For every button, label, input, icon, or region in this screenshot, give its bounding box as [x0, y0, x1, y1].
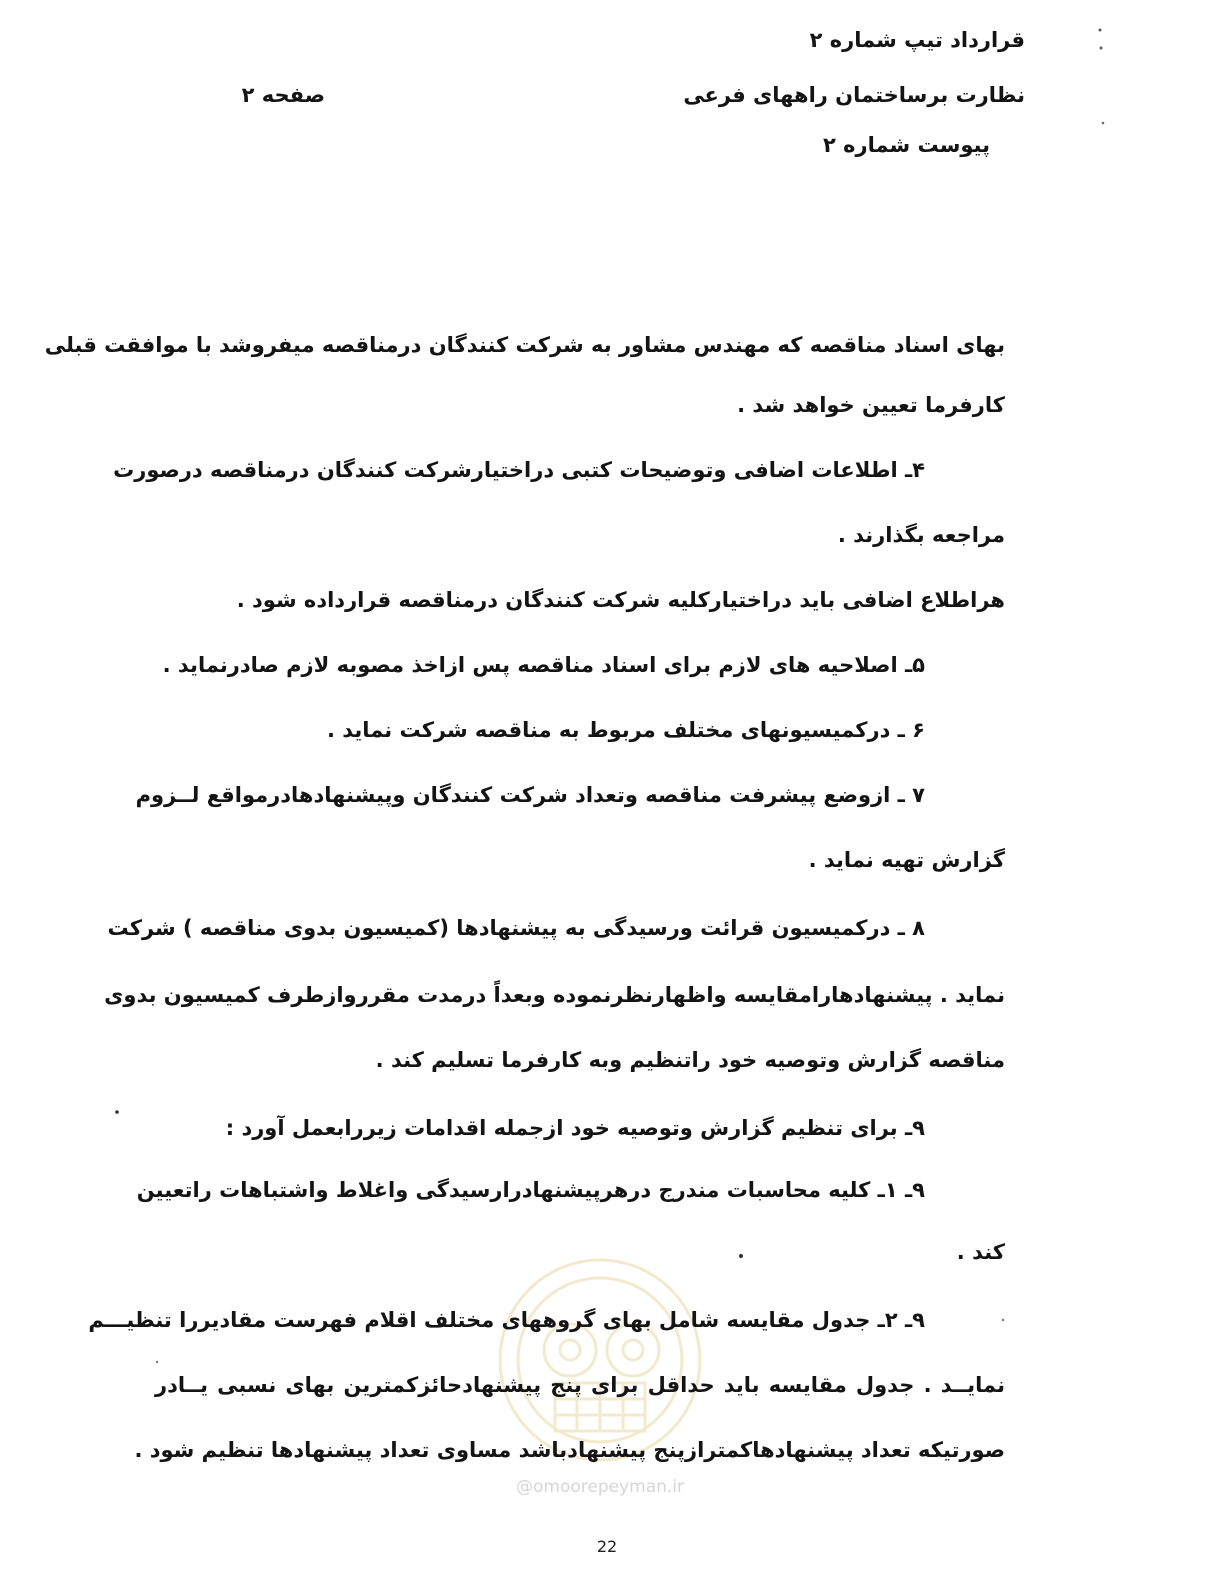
body-line: گزارش تهیه نماید . — [808, 848, 1005, 872]
body-line: صورتیکه تعداد پیشنهادهاکمترازپنج پیشنهادباشد مساوی تعداد پیشنهادها تنظیم شود . — [134, 1438, 1005, 1462]
scan-speck — [1099, 29, 1102, 32]
body-line: نمایــد . جدول مقایسه باید حداقل برای پنج پیشنهادحائزکمترین بهای نسبی یــادر — [155, 1373, 1005, 1397]
body-line: ۵ـ اصلاحیه های لازم برای اسناد مناقصه پس ازاخذ مصوبه لازم صادرنماید . — [162, 653, 925, 677]
watermark-text: @omoorepeyman.ir — [515, 1477, 685, 1497]
body-line: مناقصه گزارش وتوصیه خود راتنظیم وبه کارفرما تسلیم کند . — [375, 1048, 1005, 1072]
body-line: ۹ـ برای تنظیم گزارش وتوصیه خود ازجمله اقدامات زیررابعمل آورد : — [225, 1116, 925, 1140]
scan-speck — [1100, 47, 1103, 50]
scan-speck — [1002, 1319, 1004, 1321]
body-line: ۹ـ ۱ـ کلیه محاسبات مندرج درهرپیشنهادرارسیدگی واغلاط واشتباهات راتعیین — [136, 1178, 925, 1202]
body-line: کند . — [956, 1240, 1005, 1264]
scan-speck — [1102, 122, 1105, 125]
contract-subject: نظارت برساختمان راههای فرعی — [683, 83, 1025, 107]
body-line: مراجعه بگذارند . — [837, 523, 1005, 547]
scan-speck — [115, 1110, 119, 1114]
scan-speck — [739, 1254, 743, 1258]
body-line: نماید . پیشنهادهارامقایسه واظهارنظرنموده وبعداً درمدت مقرروازطرف کمیسیون بدوی — [104, 983, 1005, 1007]
contract-title: قرارداد تیپ شماره ۲ — [809, 28, 1025, 52]
body-line: ۴ـ اطلاعات اضافی وتوضیحات کتبی دراختیارشرکت کنندگان درمناقصه درصورت — [113, 458, 925, 482]
body-line: کارفرما تعیین خواهد شد . — [737, 393, 1005, 417]
scan-speck — [156, 1361, 158, 1363]
page-number: 22 — [596, 1537, 618, 1556]
body-line: ۸ ـ درکمیسیون قرائت ورسیدگی به پیشنهادها (کمیسیون بدوی مناقصه ) شرکت — [107, 916, 925, 940]
page-label: صفحه ۲ — [241, 83, 325, 107]
appendix-label: پیوست شماره ۲ — [822, 133, 990, 157]
body-line: ۹ـ ۲ـ جدول مقایسه شامل بهای گروههای مختلف اقلام فهرست مقادیررا تنظیـــم — [88, 1308, 925, 1332]
body-line: ۷ ـ ازوضع پیشرفت مناقصه وتعداد شرکت کنندگان وپیشنهادهادرمواقع لــزوم — [135, 783, 925, 807]
body-line: ۶ ـ درکمیسیونهای مختلف مربوط به مناقصه شرکت نماید . — [327, 718, 925, 742]
body-line: بهای اسناد مناقصه که مهندس مشاور به شرکت کنندگان درمناقصه میفروشد با موافقت قبلی — [44, 333, 1005, 357]
body-line: هراطلاع اضافی باید دراختیارکلیه شرکت کنندگان درمناقصه قرارداده شود . — [236, 588, 1005, 612]
